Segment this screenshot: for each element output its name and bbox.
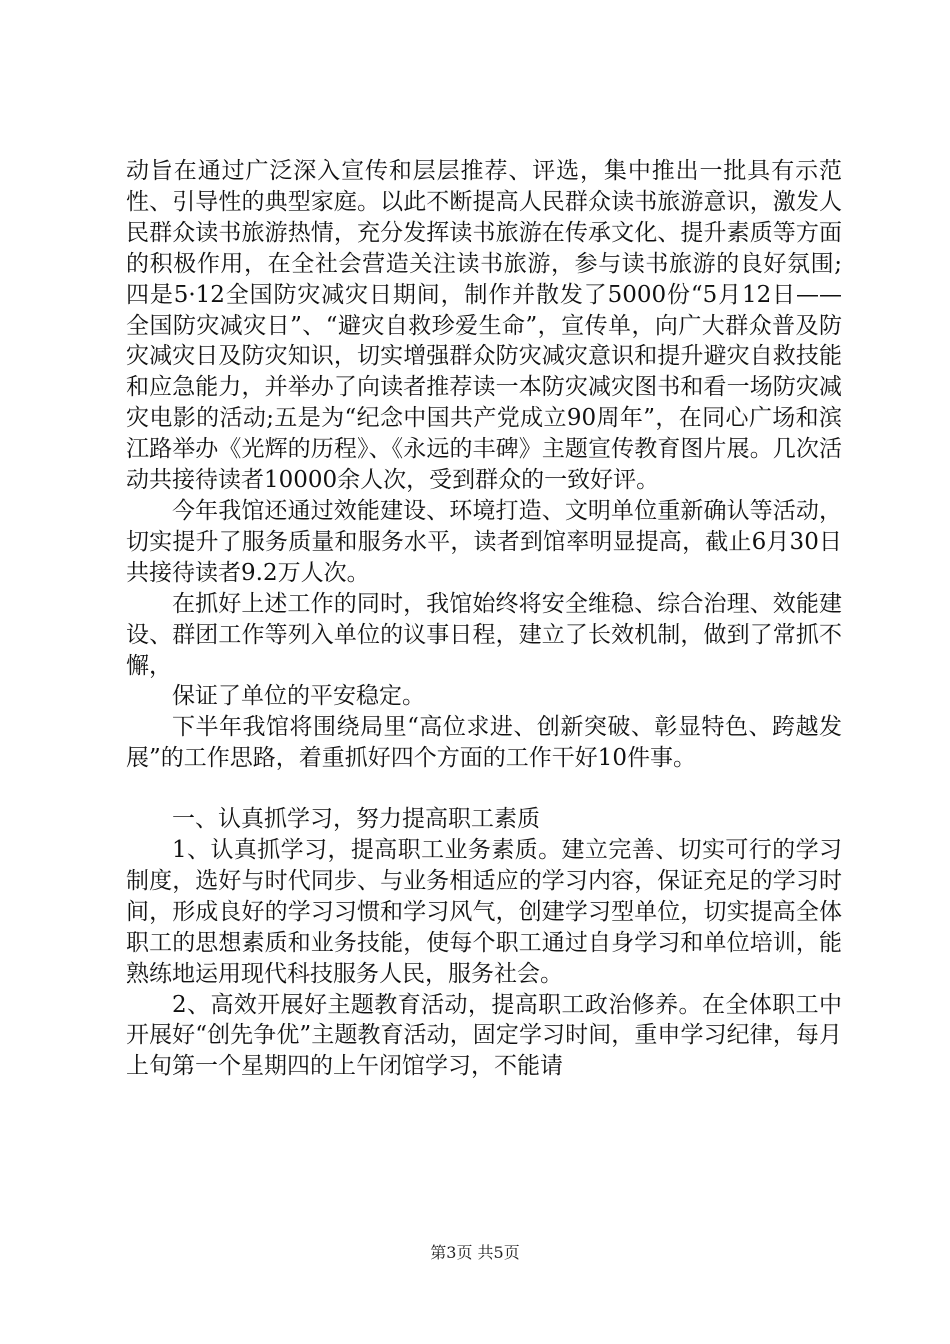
paragraph-item-1: 1、认真抓学习，提高职工业务素质。建立完善、切实可行的学习制度，选好与时代同步、与业务相适应的学习内容，保证充足的学习时间，形成良好的学习习惯和学习风气，创建学习型单位，切实提高全体职工的思想素质和业务技能，使每个职工通过自身学习和单位培训，能熟练地运用现代科技服务人民，服务社会。 — [126, 837, 842, 987]
paragraph-service-quality: 今年我馆还通过效能建设、环境打造、文明单位重新确认等活动，切实提升了服务质量和服务水平，读者到馆率明显提高，截止6月30日共接待读者9.2万人次。 — [126, 497, 842, 586]
section-heading-study: 一、认真抓学习，努力提高职工素质 — [172, 806, 540, 833]
document-body — [126, 156, 842, 1082]
paragraph-stability: 保证了单位的平安稳定。 — [172, 683, 425, 710]
paragraph-continued: 动旨在通过广泛深入宣传和层层推荐、评选，集中推出一批具有示范性、引导性的典型家庭。以此不断提高人民群众读书旅游意识，激发人民群众读书旅游热情，充分发挥读书旅游在传承文化、提升素质等方面的积极作用，在全社会营造关注读书旅游，参与读书旅游的良好氛围;四是5·12全国防灾减灾日期间，制作并散发了5000份“5月12日——全国防灾减灾日”、“避灾自救珍爱生命”，宣传单，向广大群众普及防灾减灾日及防灾知识，切实增强群众防灾减灾意识和提升避灾自救技能和应急能力，并举办了向读者推荐读一本防灾减灾图书和看一场防灾减灾电影的活动;五是为“纪念中国共产党成立90周年”，在同心广场和滨江路举办《光辉的历程》、《永远的丰碑》主题宣传教育图片展。几次活动共接待读者10000余人次，受到群众的一致好评。 — [126, 158, 842, 494]
page-number-footer: 第3页 共5页 — [430, 1243, 520, 1262]
paragraph-safety-work: 在抓好上述工作的同时，我馆始终将安全维稳、综合治理、效能建设、群团工作等列入单位的议事日程，建立了长效机制，做到了常抓不懈， — [126, 590, 842, 679]
paragraph-item-2: 2、高效开展好主题教育活动，提高职工政治修养。在全体职工中开展好“创先争优”主题教育活动，固定学习时间，重申学习纪律，每月上旬第一个星期四的上午闭馆学习，不能请 — [126, 991, 842, 1080]
paragraph-second-half-plan: 下半年我馆将围绕局里“高位求进、创新突破、彰显特色、跨越发展”的工作思路，着重抓好四个方面的工作干好10件事。 — [126, 714, 842, 772]
